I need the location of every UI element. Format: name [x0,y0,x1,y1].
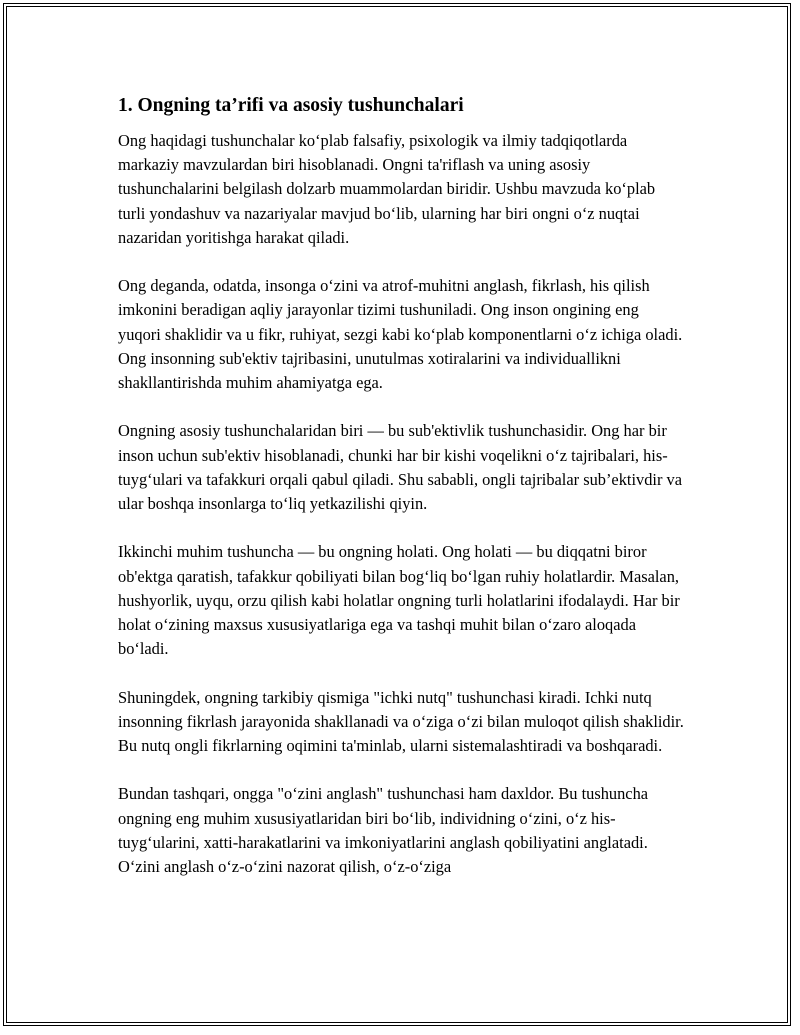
paragraph-4: Ikkinchi muhim tushuncha — bu ongning holati. Ong holati — bu diqqatni biror ob'ektga qaratish, tafakkur qobiliyati bilan bog‘liq bo‘lgan ruhiy holatlardir. Masalan, hushyorlik, uyqu, orzu qilish kabi holatlar ongning turli holatlarini ifodalaydi. Har bir holat o‘zining maxsus xususiyatlariga ega va tashqi muhit bilan o‘zaro aloqada bo‘ladi. [118,542,680,659]
paragraph-1: Ong haqidagi tushunchalar ko‘plab falsafiy, psixologik va ilmiy tadqiqotlarda markaziy mavzulardan biri hisoblanadi. Ongni ta'riflash va uning asosiy tushunchalarini belgilash dolzarb muammolardan biridir. Ushbu mavzuda ko‘plab turli yondashuv va nazariyalar mavjud bo‘lib, ularning har biri ongni o‘z nuqtai nazaridan yoritishga harakat qiladi. [118,131,656,247]
paragraph-6: Bundan tashqari, ongga "o‘zini anglash" tushunchasi ham daxldor. Bu tushuncha ongning eng muhim xususiyatlaridan biri bo‘lib, individning o‘zini, o‘z his-tuyg‘ularini, xatti-harakatlarini va imkoniyatlarini anglash qobiliyatini anglatadi. O‘zini anglash o‘z-o‘zini nazorat qilish, o‘z-o‘ziga [118,784,649,877]
paragraph-3: Ongning asosiy tushunchalaridan biri — bu sub'ektivlik tushunchasidir. Ong har bir inson uchun sub'ektiv hisoblanadi, chunki har bir kishi voqelikni o‘z tajribalari, his-tuyg‘ulari va tafakkuri orqali qabul qiladi. Shu sababli, ongli tajribalar sub’ektivdir va ular boshqa insonlarga to‘liq yetkazilishi qiyin. [118,421,682,514]
paragraph-5: Shuningdek, ongning tarkibiy qismiga "ichki nutq" tushunchasi kiradi. Ichki nutq insonning fikrlash jarayonida shakllanadi va o‘ziga o‘zi bilan muloqot qilish shaklidir. Bu nutq ongli fikrlarning oqimini ta'minlab, ularni sistemalashtiradi va boshqaradi. [118,687,684,756]
document-body [118,93,684,903]
section-heading: 1. Ongning ta’rifi va asosiy tushunchalari [118,95,464,116]
paragraph-2: Ong deganda, odatda, insonga o‘zini va atrof-muhitni anglash, fikrlash, his qilish imkonini beradigan aqliy jarayonlar tizimi tushuniladi. Ong inson ongining eng yuqori shaklidir va u fikr, ruhiyat, sezgi kabi ko‘plab komponentlarni o‘z ichiga oladi. Ong insonning sub'ektiv tajribasini, unutulmas xotiralarini va individuallikni shakllantirishda muhim ahamiyatga ega. [118,276,683,393]
